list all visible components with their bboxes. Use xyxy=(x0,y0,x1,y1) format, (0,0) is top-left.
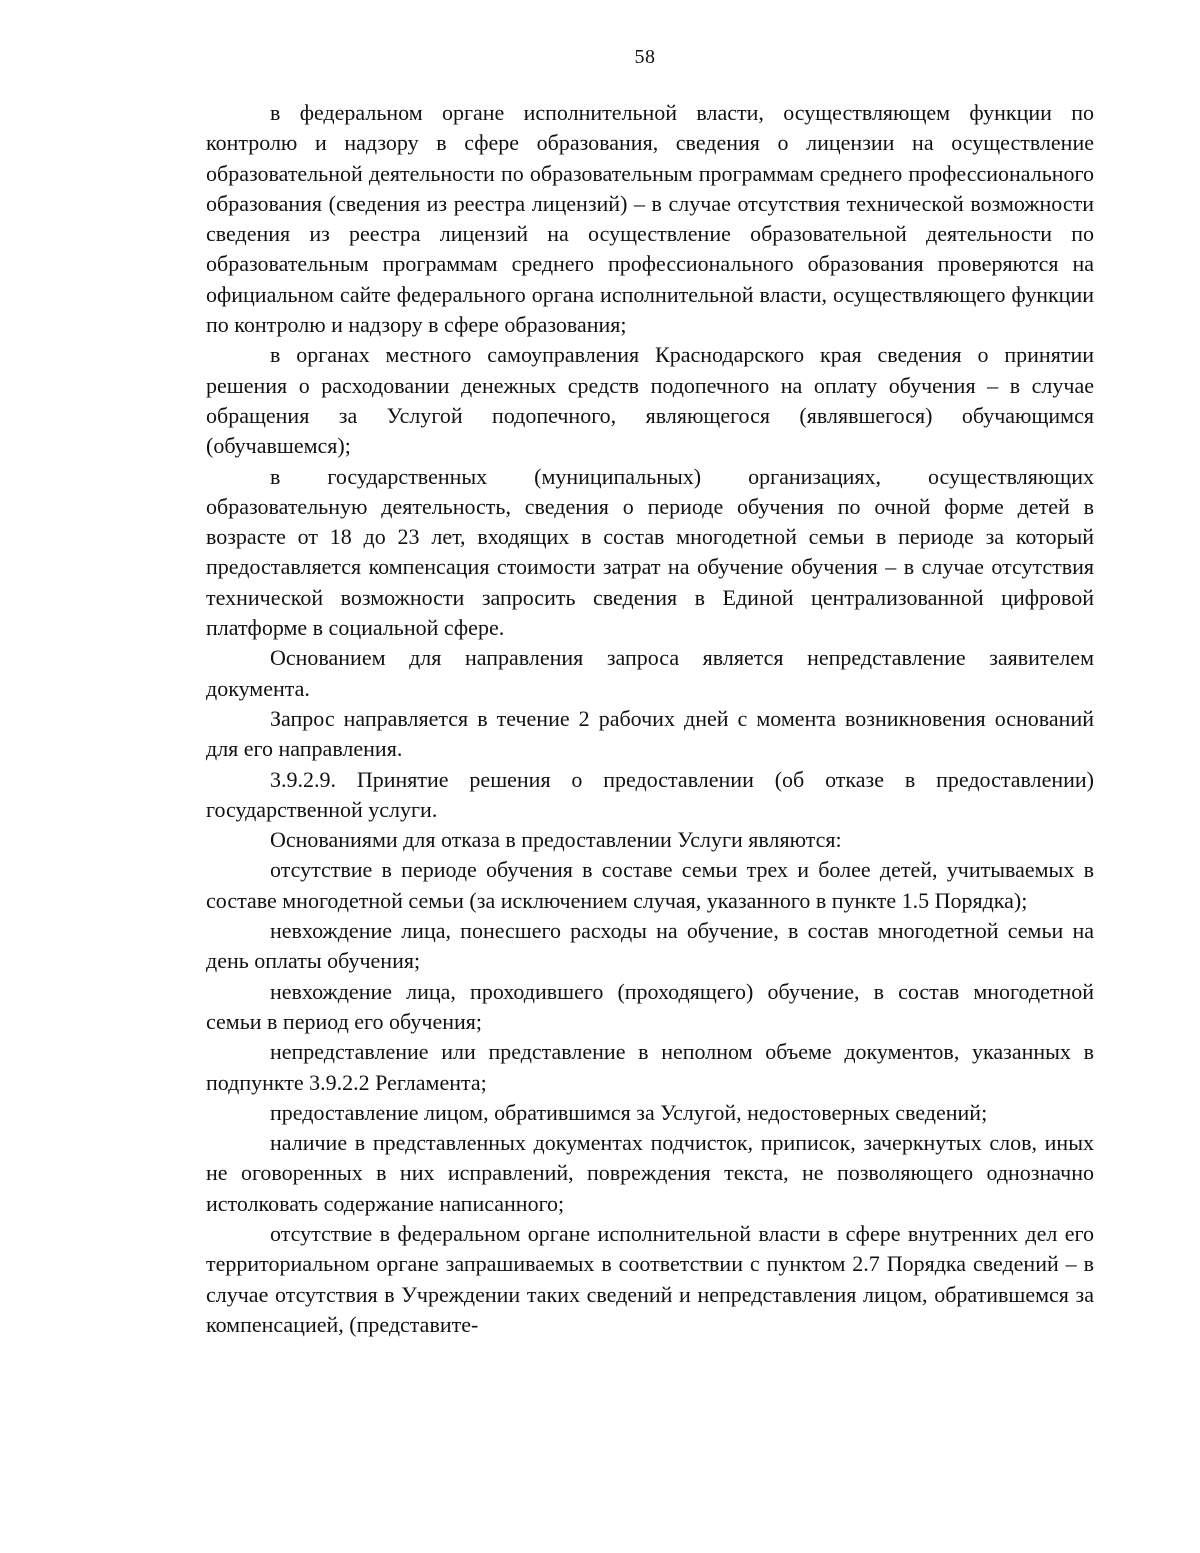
page-number: 58 xyxy=(634,46,656,68)
paragraph-section-3-9-2-9: 3.9.2.9. Принятие решения о предоставлении (об отказе в предоставлении) государственной услуги. xyxy=(206,766,1094,822)
paragraph-fed-licensing: в федеральном органе исполнительной власти, осуществляющем функции по контролю и надзору в сфере образования, сведения о лицензии на осуществление образовательной деятельности по образовательным программам среднего профессионального образования (сведения из реестра лицензий) – в случае отсутствия технической возможности сведения из реестра лицензий на осуществление образовательной деятельности по образовательным программам среднего профессионального образования проверяются на официальном сайте федерального органа исполнительной власти, осуществляющего функции по контролю и надзору в сфере образования; xyxy=(206,100,1094,338)
paragraph-refusal-grounds: Основаниями для отказа в предоставлении Услуги являются: xyxy=(270,827,842,853)
document-body xyxy=(206,98,1094,1340)
paragraph-refusal-item: непредставление или представление в неполном объеме документов, указанных в подпункте 3.9.2.2 Регламента; xyxy=(206,1039,1094,1095)
paragraph-request-basis: Основанием для направления запроса является непредставление заявителем документа. xyxy=(206,645,1094,701)
paragraph-educational-orgs: в государственных (муниципальных) организациях, осуществляющих образовательную деятельность, сведения о периоде обучения по очной форме детей в возрасте от 18 до 23 лет, входящих в состав многодетной семьи в периоде за который предоставляется компенсация стоимости затрат на обучение обучения – в случае отсутствия технической возможности запросить сведения в Единой централизованной цифровой платформе в социальной сфере. xyxy=(206,463,1094,641)
paragraph-request-deadline: Запрос направляется в течение 2 рабочих дней с момента возникновения оснований для его направления. xyxy=(206,705,1094,762)
paragraph-refusal-item: наличие в представленных документах подчисток, приписок, зачеркнутых слов, иных не оговоренных в них исправлений, повреждения текста, не позволяющего однозначно истолковать содержание написанного; xyxy=(206,1130,1094,1216)
paragraph-refusal-item: невхождение лица, понесшего расходы на обучение, в состав многодетной семьи на день оплаты обучения; xyxy=(206,918,1094,974)
paragraph-refusal-item: отсутствие в периоде обучения в составе семьи трех и более детей, учитываемых в составе многодетной семьи (за исключением случая, указанного в пункте 1.5 Порядка); xyxy=(206,857,1094,913)
paragraph-refusal-item: предоставление лицом, обратившимся за Услугой, недостоверных сведений; xyxy=(270,1099,988,1125)
paragraph-refusal-item: отсутствие в федеральном органе исполнительной власти в сфере внутренних дел его территориальном органе запрашиваемых в соответствии с пунктом 2.7 Порядка сведений – в случае отсутствия в Учреждении таких сведений и непредставления лицом, обратившемся за компенсацией, (представите- xyxy=(206,1220,1094,1337)
paragraph-local-government: в органах местного самоуправления Краснодарского края сведения о принятии решения о расходовании денежных средств подопечного на оплату обучения – в случае обращения за Услугой подопечного, являющегося (являвшегося) обучающимся (обучавшемся); xyxy=(206,342,1094,459)
paragraph-refusal-item: невхождение лица, проходившего (проходящего) обучение, в состав многодетной семьи в период его обучения; xyxy=(206,978,1094,1034)
